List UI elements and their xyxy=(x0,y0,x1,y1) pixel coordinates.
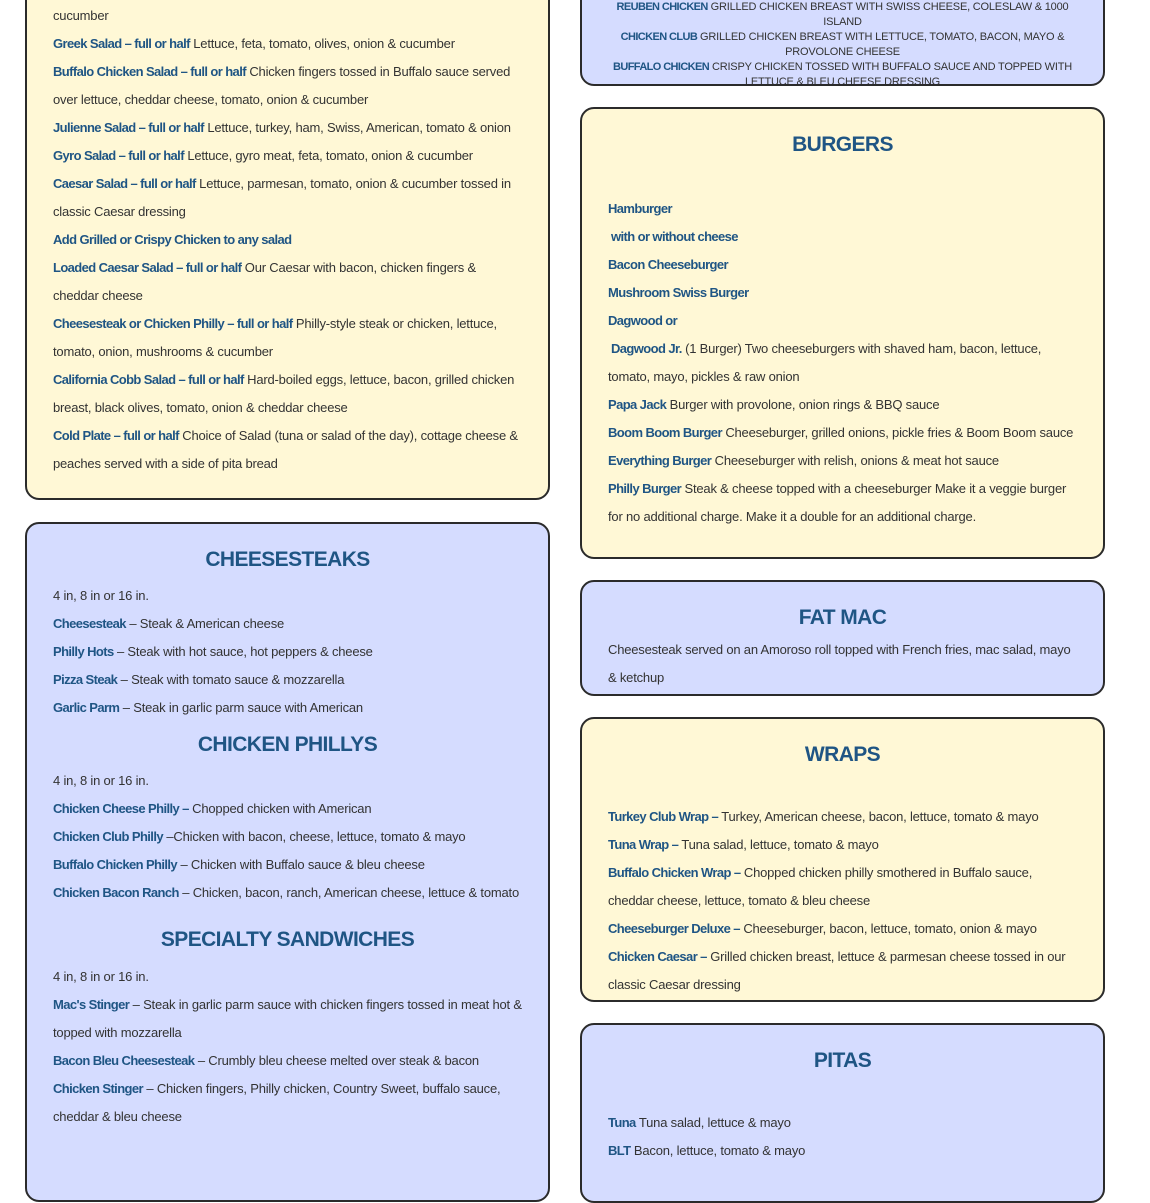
salad-item-desc: Philly-style steak or chicken, lettuce, tomato, onion, mushrooms & cucumber xyxy=(53,316,497,359)
cheesesteaks-sizes: 4 in, 8 in or 16 in. xyxy=(53,588,149,603)
wrap-item-name: Cheeseburger Deluxe – xyxy=(608,921,740,936)
wrap-list xyxy=(608,803,1077,999)
salad-item-desc: Our Caesar with bacon, chicken fingers & cheddar cheese xyxy=(53,260,476,303)
cheesesteak-item-name: Pizza Steak xyxy=(53,672,118,687)
salad-item-desc: Chicken fingers tossed in Buffalo sauce served over lettuce, cheddar cheese, tomato, onion & cucumber xyxy=(53,64,511,107)
burger-item xyxy=(608,419,1077,447)
burger-item-name: Boom Boom Burger xyxy=(608,425,722,440)
salad-item xyxy=(53,422,522,478)
salad-item xyxy=(53,170,522,226)
cheesesteak-item-desc: – Steak in garlic parm sauce with American xyxy=(119,700,363,715)
burger-hamburger: Hamburger xyxy=(608,201,672,216)
burger-item xyxy=(608,475,1077,531)
salads-panel xyxy=(25,0,550,500)
specialty-item-desc: – Steak in garlic parm sauce with chicken fingers tossed in meat hot & topped with mozzarella xyxy=(53,997,522,1040)
specialty-item-desc: – Crumbly bleu cheese melted over steak & bacon xyxy=(194,1053,479,1068)
chicken-philly-item-desc: – Chicken with Buffalo sauce & bleu cheese xyxy=(177,857,425,872)
salad-item-desc: Choice of Salad (tuna or salad of the day), cottage cheese & peaches served with a side of pita bread xyxy=(53,428,518,471)
chicken-philly-item-desc: –Chicken with bacon, cheese, lettuce, tomato & mayo xyxy=(162,829,466,844)
specialty-item xyxy=(53,1075,522,1131)
chicken-sandwich-item-name: CHICKEN CLUB xyxy=(620,31,698,43)
specialty-list xyxy=(53,991,522,1131)
chicken-sandwich-list xyxy=(608,0,1077,86)
wrap-item-desc: Cheeseburger, bacon, lettuce, tomato, onion & mayo xyxy=(739,921,1037,936)
salad-item xyxy=(53,58,522,114)
cheesesteak-item-name: Philly Hots xyxy=(53,644,114,659)
specialty-item-name: Bacon Bleu Cheesesteak xyxy=(53,1053,195,1068)
burger-item-desc: Cheeseburger, grilled onions, pickle fries & Boom Boom sauce xyxy=(721,425,1074,440)
chicken-philly-list xyxy=(53,795,522,907)
pita-item-desc: Bacon, lettuce, tomato & mayo xyxy=(630,1143,806,1158)
salad-item xyxy=(53,310,522,366)
burger-bacon: Bacon Cheeseburger xyxy=(608,257,728,272)
pita-item-name: Tuna xyxy=(608,1115,636,1130)
cheesesteak-item-desc: – Steak & American cheese xyxy=(125,616,285,631)
cheesesteak-item xyxy=(53,638,522,666)
cheesesteak-item xyxy=(53,610,522,638)
salad-item xyxy=(53,114,522,142)
wrap-item xyxy=(608,831,1077,859)
chicken-philly-item-desc: Chopped chicken with American xyxy=(188,801,372,816)
cheesesteak-item-name: Cheesesteak xyxy=(53,616,126,631)
specialty-item-desc: – Chicken fingers, Philly chicken, Country Sweet, buffalo sauce, cheddar & bleu cheese xyxy=(53,1081,501,1124)
wrap-item-name: Turkey Club Wrap – xyxy=(608,809,719,824)
salad-item-desc: Lettuce, parmesan, tomato, onion & cucumber tossed in classic Caesar dressing xyxy=(53,176,511,219)
pita-item xyxy=(608,1137,1077,1165)
burger-list xyxy=(608,391,1077,531)
fat-mac-desc: Cheesesteak served on an Amoroso roll topped with French fries, mac salad, mayo & ketchup xyxy=(608,642,1071,685)
chicken-philly-item-name: Chicken Cheese Philly – xyxy=(53,801,189,816)
salad-item-name: Add Grilled or Crispy Chicken to any salad xyxy=(53,232,292,247)
salad-top-fragment: cucumber xyxy=(53,8,109,23)
wrap-item xyxy=(608,915,1077,943)
wrap-item-name: Tuna Wrap – xyxy=(608,837,679,852)
salad-item-desc: Lettuce, gyro meat, feta, tomato, onion & cucumber xyxy=(183,148,473,163)
chicken-philly-item xyxy=(53,851,522,879)
wrap-item-desc: Tuna salad, lettuce, tomato & mayo xyxy=(678,837,879,852)
cheesesteaks-title: CHEESESTEAKS xyxy=(205,548,370,571)
wrap-item xyxy=(608,943,1077,999)
salad-item-name: Cold Plate – full or half xyxy=(53,428,179,443)
pita-item-desc: Tuna salad, lettuce & mayo xyxy=(635,1115,791,1130)
chicken-sandwich-item-desc: CRISPY CHICKEN TOSSED WITH BUFFALO SAUCE AND TOPPED WITH LETTUCE & BLEU CHEESE DRESSING xyxy=(709,61,1072,86)
pitas-panel xyxy=(580,1023,1105,1203)
salad-item-name: Cheesesteak or Chicken Philly – full or half xyxy=(53,316,293,331)
chicken-philly-item-name: Buffalo Chicken Philly xyxy=(53,857,178,872)
wraps-panel xyxy=(580,717,1105,1002)
salad-item-name: Caesar Salad – full or half xyxy=(53,176,196,191)
cheesesteak-item-name: Garlic Parm xyxy=(53,700,120,715)
salad-item-name: Buffalo Chicken Salad – full or half xyxy=(53,64,246,79)
chicken-philly-item-name: Chicken Club Philly xyxy=(53,829,163,844)
burgers-panel xyxy=(580,107,1105,559)
fat-mac-panel xyxy=(580,580,1105,696)
wrap-item xyxy=(608,859,1077,915)
wrap-item xyxy=(608,803,1077,831)
salad-item xyxy=(53,254,522,310)
specialty-item xyxy=(53,991,522,1047)
chicken-sandwich-item-name: BUFFALO CHICKEN xyxy=(613,61,710,73)
burgers-title: BURGERS xyxy=(792,133,893,156)
wrap-item-desc: Chopped chicken philly smothered in Buffalo sauce, cheddar cheese, lettuce, tomato & bleu cheese xyxy=(608,865,1033,908)
chicken-sandwich-item xyxy=(608,0,1077,30)
chicken-sandwich-item xyxy=(608,60,1077,86)
salad-item xyxy=(53,226,522,254)
chicken-philly-item xyxy=(53,795,522,823)
cheesesteak-item xyxy=(53,666,522,694)
salad-list xyxy=(53,30,522,478)
sandwiches-panel xyxy=(25,522,550,1202)
salad-item-name: California Cobb Salad – full or half xyxy=(53,372,244,387)
wrap-item-desc: Grilled chicken breast, lettuce & parmesan cheese tossed in our classic Caesar dressing xyxy=(608,949,1066,992)
pita-item xyxy=(608,1109,1077,1137)
salad-item-desc: Hard-boiled eggs, lettuce, bacon, grilled chicken breast, black olives, tomato, onion & cheddar cheese xyxy=(53,372,515,415)
chicken-sandwich-item-desc: GRILLED CHICKEN BREAST WITH LETTUCE, TOMATO, BACON, MAYO & PROVOLONE CHEESE xyxy=(697,31,1065,58)
salad-item-desc: Lettuce, feta, tomato, olives, onion & cucumber xyxy=(189,36,455,51)
burger-dagwood: Dagwood or xyxy=(608,313,678,328)
chicken-philly-item-desc: – Chicken, bacon, ranch, American cheese, lettuce & tomato xyxy=(178,885,519,900)
burger-item xyxy=(608,391,1077,419)
burger-item-desc: Cheeseburger with relish, onions & meat hot sauce xyxy=(711,453,999,468)
burger-mushroom: Mushroom Swiss Burger xyxy=(608,285,749,300)
chicken-sandwich-item-desc: GRILLED CHICKEN BREAST WITH SWISS CHEESE, COLESLAW & 1000 ISLAND xyxy=(707,1,1069,28)
burger-item-desc: Burger with provolone, onion rings & BBQ sauce xyxy=(666,397,940,412)
pita-list xyxy=(608,1109,1077,1165)
pita-item-name: BLT xyxy=(608,1143,631,1158)
chicken-phillys-title: CHICKEN PHILLYS xyxy=(197,733,378,756)
burger-item-desc: Steak & cheese topped with a cheeseburger Make it a veggie burger for no additional charge. Make it a double for an additional charge. xyxy=(608,481,1067,524)
burger-item-name: Everything Burger xyxy=(608,453,712,468)
burger-with-cheese: with or without cheese xyxy=(608,229,738,244)
salad-item xyxy=(53,366,522,422)
salad-item-name: Julienne Salad – full or half xyxy=(53,120,204,135)
chicken-philly-item xyxy=(53,879,522,907)
chicken-sandwich-item xyxy=(608,30,1077,60)
wraps-title: WRAPS xyxy=(804,743,881,766)
specialty-item-name: Mac's Stinger xyxy=(53,997,130,1012)
salad-item-name: Loaded Caesar Salad – full or half xyxy=(53,260,242,275)
chicken-phillys-sizes: 4 in, 8 in or 16 in. xyxy=(53,773,149,788)
salad-item-name: Greek Salad – full or half xyxy=(53,36,190,51)
salad-item xyxy=(53,142,522,170)
wrap-item-name: Chicken Caesar – xyxy=(608,949,707,964)
chicken-philly-item xyxy=(53,823,522,851)
cheesesteak-item xyxy=(53,694,522,722)
chicken-sandwich-item-name: REUBEN CHICKEN xyxy=(616,1,708,13)
salad-item xyxy=(53,30,522,58)
fat-mac-title: FAT MAC xyxy=(798,606,887,629)
burger-item-name: Philly Burger xyxy=(608,481,682,496)
specialty-item-name: Chicken Stinger xyxy=(53,1081,143,1096)
chicken-sandwiches-panel xyxy=(580,0,1105,86)
specialty-title: SPECIALTY SANDWICHES xyxy=(160,928,415,951)
chicken-philly-item-name: Chicken Bacon Ranch xyxy=(53,885,179,900)
wrap-item-name: Buffalo Chicken Wrap – xyxy=(608,865,741,880)
salad-item-name: Gyro Salad – full or half xyxy=(53,148,184,163)
burger-item xyxy=(608,447,1077,475)
cheesesteak-item-desc: – Steak with hot sauce, hot peppers & cheese xyxy=(113,644,373,659)
burger-item-name: Papa Jack xyxy=(608,397,667,412)
cheesesteak-list xyxy=(53,610,522,722)
salad-item-desc: Lettuce, turkey, ham, Swiss, American, tomato & onion xyxy=(203,120,511,135)
specialty-sizes: 4 in, 8 in or 16 in. xyxy=(53,969,149,984)
specialty-item xyxy=(53,1047,522,1075)
burger-dagwood-jr: Dagwood Jr. (1 Burger) Two cheeseburgers with shaved ham, bacon, lettuce, tomato, mayo, pickles & raw onion xyxy=(608,341,1042,384)
pitas-title: PITAS xyxy=(813,1049,872,1072)
wrap-item-desc: Turkey, American cheese, bacon, lettuce, tomato & mayo xyxy=(718,809,1039,824)
cheesesteak-item-desc: – Steak with tomato sauce & mozzarella xyxy=(117,672,345,687)
